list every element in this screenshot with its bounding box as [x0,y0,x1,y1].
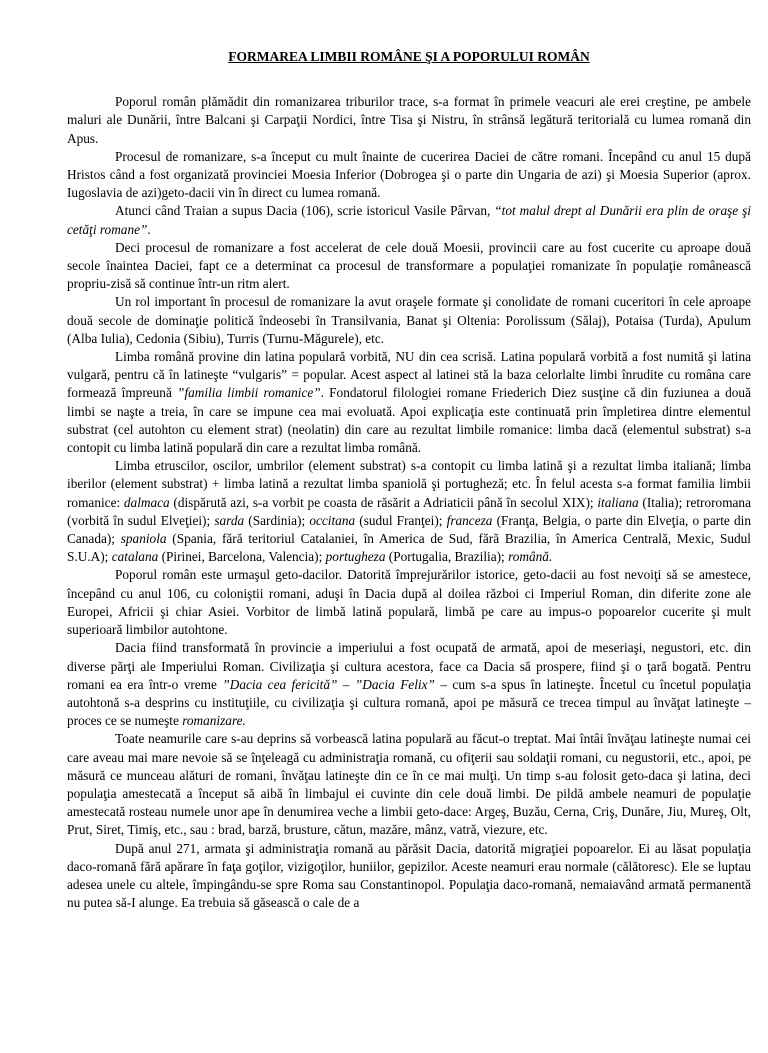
text-span: (sudul Franţei); [355,512,447,528]
text-span: Deci procesul de romanizare a fost accelerat de cele două Moesii, provincii care au fost cucerite cu aproape două secole înaintea Daciei, fapt ce a determinat ca procesul de transformare a populaţiei romanizate în populaţie românească propriu-zisă să continue într-un ritm alert. [67,239,751,292]
italic-text: “tot malul drept al Dunării era plin de oraşe şi cetăţi romane” [67,203,751,237]
italic-text: portugheza [325,549,386,565]
italic-text: franceza [446,512,493,528]
text-span: Toate neamurile care s-au deprins să vorbească latina populară au făcut-o treptat. Mai întâi învăţau latineşte numai cei care aveau mai mare nevoie să se înţeleagă cu administraţia romană, cu ofiţerii sau soldaţii romani, cu negustorii, etc., apoi, pe măsură ce munceau alături de romani, învăţau latineşte din ce în ce mai mulţi. Un timp s-au folosit geto-daca şi latina, deci populaţia amestecată a început să aibă în limbajul ei cuvinte din cele două limbi. De pildă ambele neamuri de populaţie amestecată rosteau numele unor ape în denumirea veche a limbii geto-dace: Argeş, Buzău, Cerna, Criş, Dunăre, Jiu, Mureş, Olt, Prut, Siret, Timiş, etc., sau : brad, barză, brusture, cătun, mazăre, mânz, vatră, viezure, etc. [67,731,751,838]
text-span: După anul 271, armata şi administraţia romană au părăsit Dacia, datorită migraţiei popoarelor. Ei au lăsat populaţia daco-romană fără apărare în faţa goţilor, vizigoţilor, huniilor, gepizilor. Aceste neamuri erau normale (călătoresc). Ele se luptau adesea unele cu altele, împingându-se spre Roma sau Constantinopol. Populaţia daco-romană, nemaiavând armată permanentă nu putea să-I alunge. Ea trebuia să găsească o cale de a [67,840,751,911]
text-span: Dacia fiind transformată în provincie a imperiului a fost ocupată de armată, apoi de meseriaşi, negustori, etc. din diverse părţi ale Imperiului Roman. Civilizaţia şi cultura acestora, face ca Dacia să prospere, fiind şi o ţară bogată. Pentru romani ea era într-o vreme [67,640,751,692]
text-span: . Fondatorul filologiei romane Friederich Diez susţine că din fuziunea a două limbi se naşte a treia, în care se impune cea mai evoluată. Apoi explicaţia este continuată prin împletirea dintre elementul substrat (cel autohton cu element strat) (neolatin) din care au rezultat limbile romanice: limba dacă (elementul substrat) s-a contopit cu limba latină populară din care a rezultat limba română. [67,385,751,456]
text-span: Limba etruscilor, oscilor, umbrilor (element substrat) s-a contopit cu limba latină şi a rezultat limba italiană; limba iberilor (element substrat) + limba latină a rezultat limba spaniolă şi portugheză; etc. În felul acesta s-a format familia limbii romanice: [67,458,751,510]
italic-text: sarda [214,512,245,528]
text-span: (Spania, fără teritoriul Catalaniei, în America de Sud, fără Brazilia, în America Centrală, Mexic, Sudul S.U.A); [67,531,751,565]
text-span: (Portugalia, Brazilia); [385,549,509,565]
paragraph [67,348,751,457]
italic-text: italiana [597,494,639,510]
paragraph [67,840,751,913]
text-span: Poporul român este urmaşul geto-dacilor. Datorită împrejurărilor istorice, geto-dacii au fost nevoiţi să se amestece, începând cu anul 106, cu coloniştii romani, aduşi în Dacia după al doilea război ci Imperiul Roman, din diferite zone ale Europei, Africii şi chiar Asiei. Vorbitor de limbă latină populară, limbă pe care au impus-o popoarelor cucerite şi mult superioară limbilor autohtone. [67,567,751,638]
text-span: Procesul de romanizare, s-a început cu mult înainte de cucerirea Daciei de către romani. Începând cu anul 15 după Hristos când a fost organizată provinciei Moesia Inferior (Dobrogea şi o parte din Ungaria de azi) şi Moesia Superior (aprox. Iugoslavia de azi)geto-dacii vin în direct cu lumea romană. [67,148,751,201]
paragraph [67,239,751,294]
paragraph [67,293,751,348]
italic-text: catalana [111,549,159,565]
paragraph [67,202,751,238]
italic-text: romanizare. [182,713,246,729]
italic-text: ”Dacia cea fericită” – ”Dacia Felix” [222,676,435,692]
italic-text: occitana [309,512,356,528]
paragraph [67,730,751,839]
paragraph [67,566,751,639]
italic-text: română. [508,549,553,565]
text-span: (Franţa, Belgia, o parte din Elveţia, o parte din Canada); [67,512,751,547]
italic-text: ”familia limbii romanice” [177,385,321,401]
text-span: . [147,221,151,237]
text-span: (Pirinei, Barcelona, Valencia); [158,549,326,565]
paragraph [67,457,751,566]
paragraph [67,93,751,148]
text-span: (Sardinia); [244,512,310,528]
document-body [67,93,751,1053]
text-span: Un rol important în procesul de romanizare la avut oraşele formate şi conolidate de romani cuceritori în cele aproape două secole de dominaţie politică îndeosebi în Transilvania, Banat şi Oltenia: Porolissum (Sălaj), Potaisa (Turda), Apulum (Alba Iulia), Cedonia (Sibiu), Turris (Turnu-Măgurele), etc. [67,294,751,346]
text-span: Atunci când Traian a supus Dacia (106), scrie istoricul Vasile Pârvan, [115,203,495,219]
paragraph [67,148,751,203]
document-title: FORMAREA LIMBII ROMÂNE ŞI A POPORULUI ROMÂN [228,49,590,64]
text-span: – cum s-a spus în latineşte. Încetul cu încetul populaţia autohtonă s-a desprins cu instituţiile, cu civilizaţia şi cultura romană, apoi pe măsură ce trecea timpul au învăţat latineşte – proces ce se numeşte [67,676,751,729]
italic-text: dalmaca [123,494,170,510]
text-span: Poporul român plămădit din romanizarea triburilor trace, s-a format în primele veacuri ale erei creştine, pe ambele maluri ale Dunării, între Balcani şi Carpaţii Nordici, între Tisa şi Nistru, în strânsă legătură teritorială cu lumea romană din Apus. [67,94,751,146]
text-span: Limba română provine din latina populară vorbită, NU din cea scrisă. Latina populară vorbită a fost numită şi latina vulgară, pentru că în latineşte “vulgaris” = popular. Acest aspect al latinei stă la baza celorlalte limbi înrudite cu româna care formează împreună [67,349,751,401]
italic-text: spaniola [120,531,167,547]
text-span: (Italia); retroromana (vorbită în sudul Elveţiei); [67,494,751,528]
text-span: (dispărută azi, s-a vorbit pe coasta de răsărit a Adriaticii până în secolul XIX); [169,494,598,510]
paragraph [67,639,751,730]
